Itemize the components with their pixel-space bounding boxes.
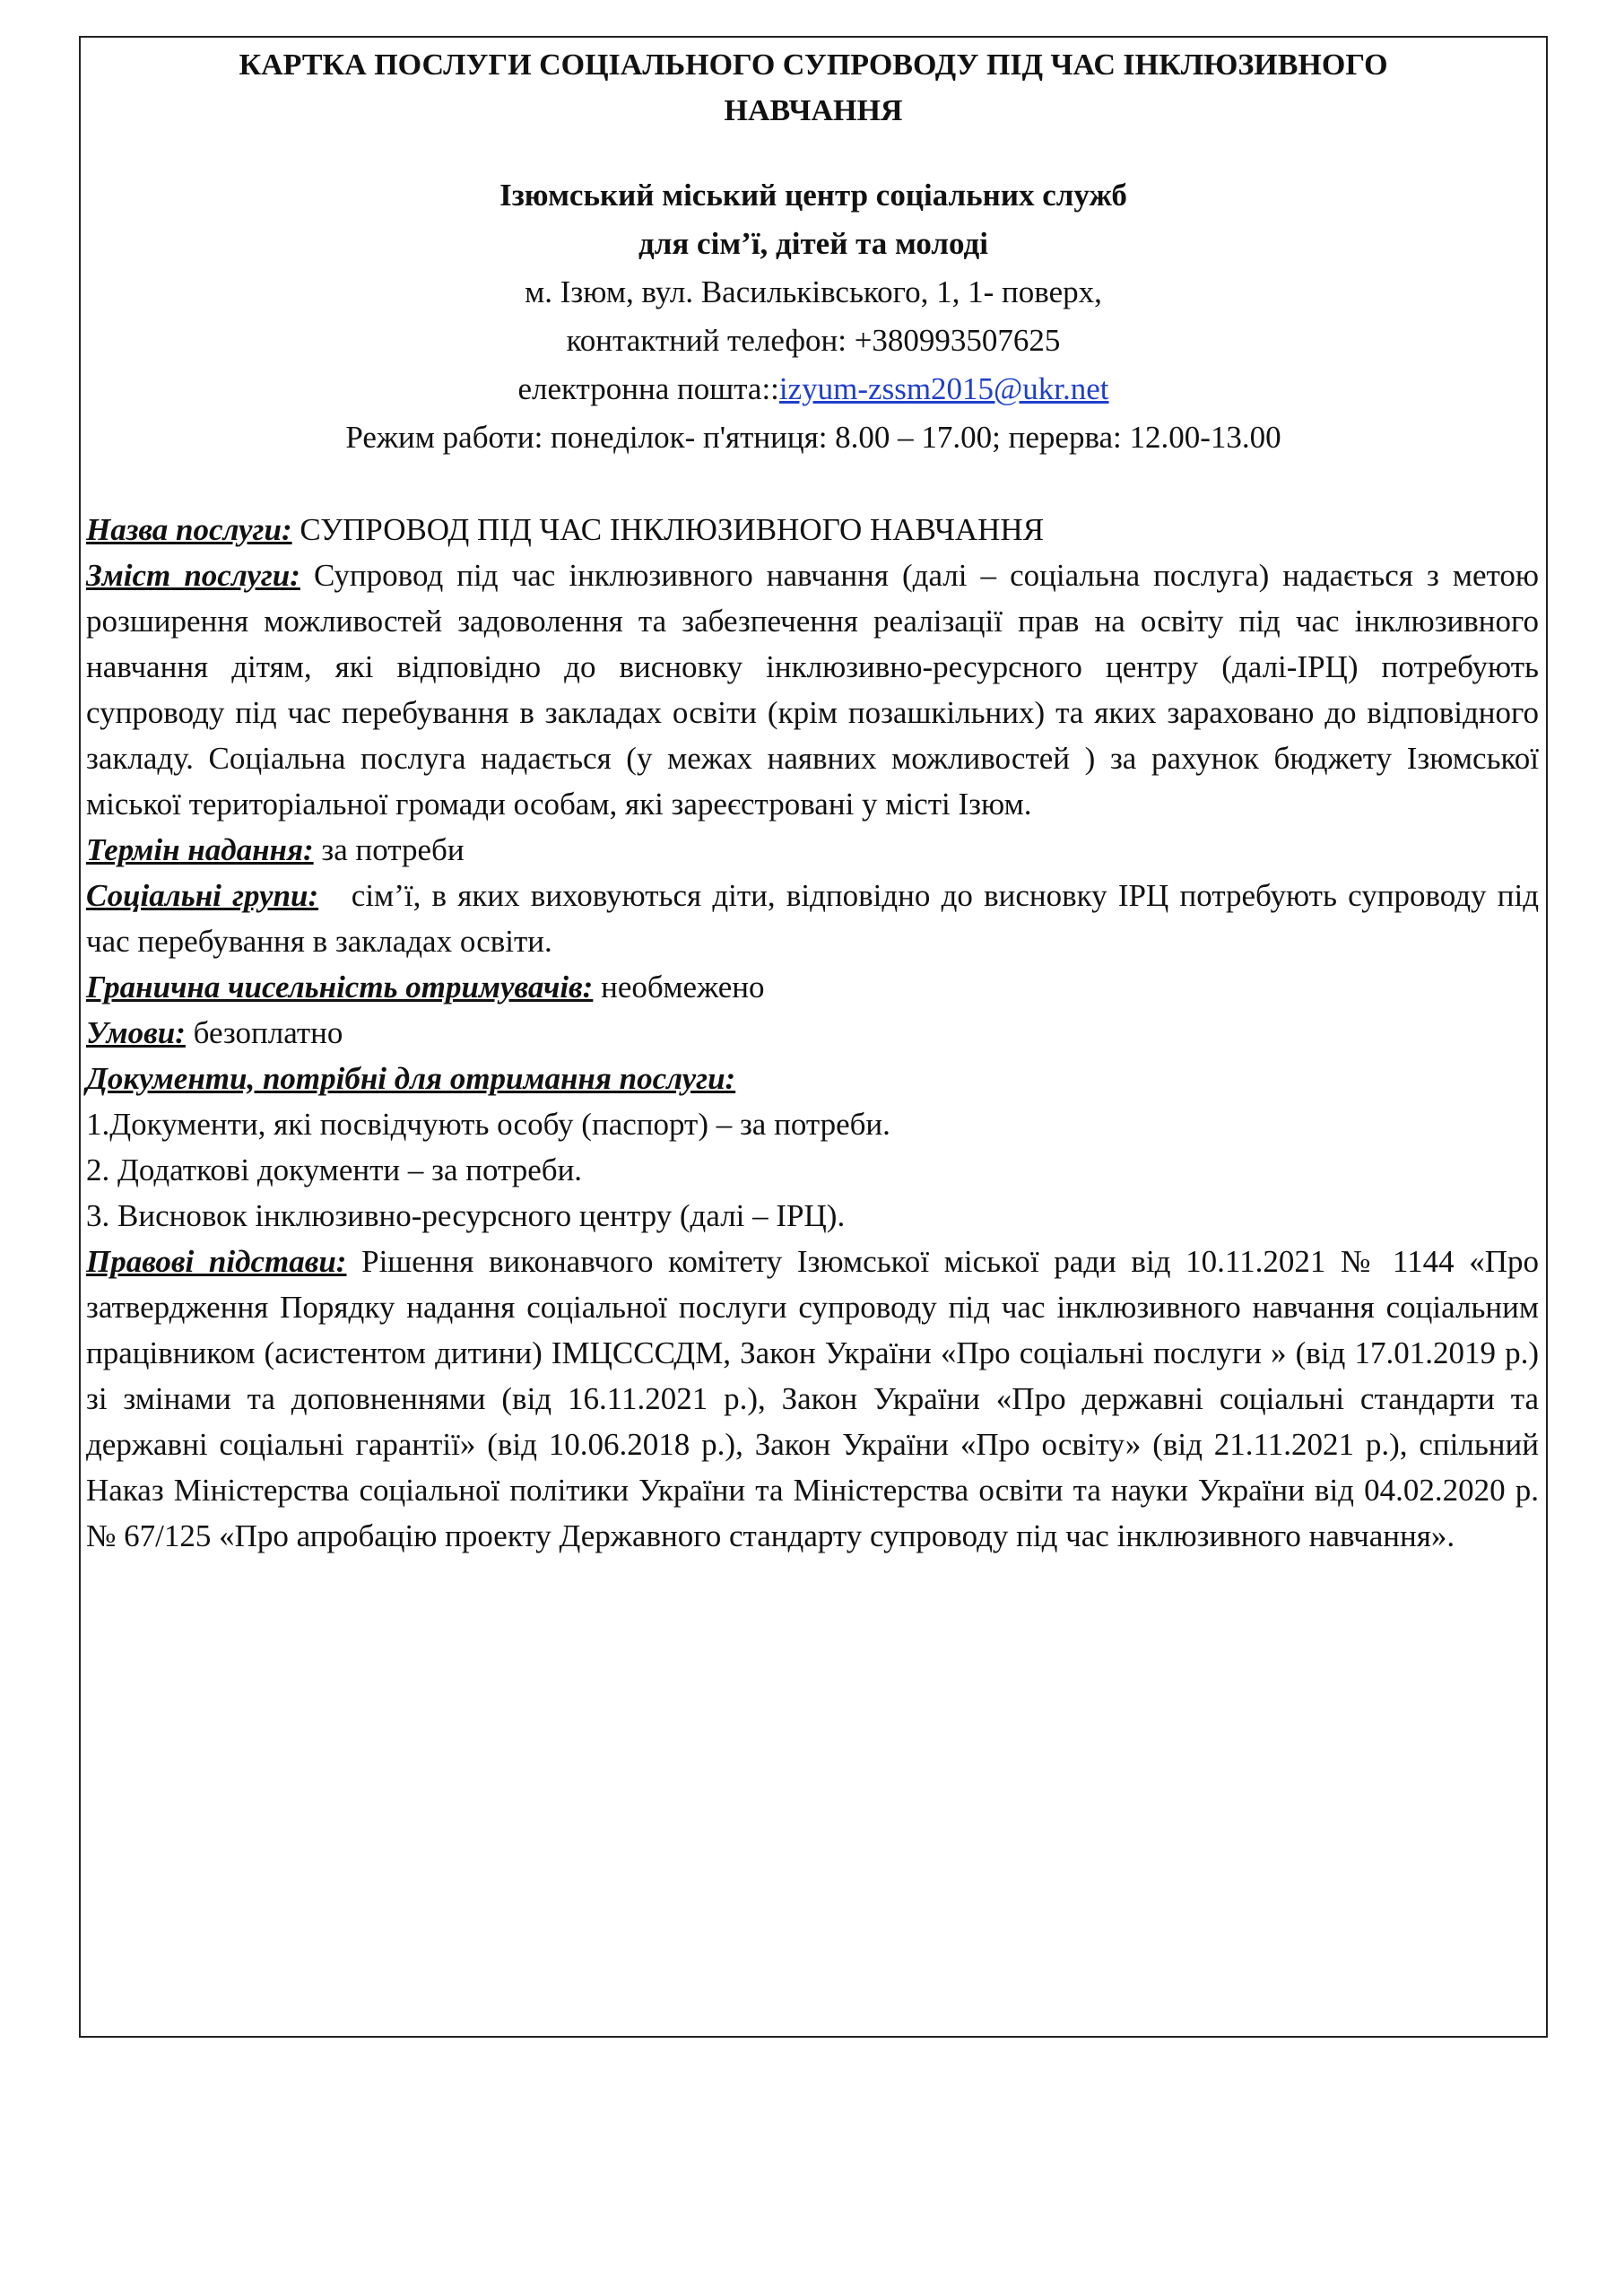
- section-label: Соціальні групи:: [86, 878, 319, 913]
- list-item: 3. Висновок інклюзивно-ресурсного центру (далі – ІРЦ).: [86, 1198, 846, 1233]
- section-service-name: [86, 507, 1539, 552]
- address: м. Ізюм, вул. Васильківського, 1, 1- поверх,: [525, 274, 1102, 309]
- section-text: СУПРОВОД ПІД ЧАС ІНКЛЮЗИВНОГО НАВЧАННЯ: [291, 512, 1045, 547]
- working-hours: Режим работи: понеділок- п'ятниця: 8.00 – 17.00; перерва: 12.00-13.00: [345, 420, 1281, 455]
- service-card: [79, 36, 1548, 2038]
- email-label: електронна пошта::: [517, 371, 779, 406]
- card-content: [81, 507, 1546, 1559]
- section-label: Правові підстави:: [86, 1244, 347, 1279]
- section-service-content: [86, 552, 1539, 827]
- organization-name-line2: для сім’ї, дітей та молоді: [638, 226, 988, 261]
- section-text: Супровод під час інклюзивного навчання (далі – соціальна послуга) надається з метою розширення можливостей задоволення та забезпечення реалізації прав на освіту під час інклюзивного навчання дітям, які відповідно до висновку інклюзивно-ресурсного центру (далі-ІРЦ) потребують супроводу під час перебування в закладах освіти (крім позашкільних) та яких зараховано до відповідного закладу. Соціальна послуга надається (у межах наявних можливостей ) за рахунок бюджету Ізюмської міської територіальної громади особам, які зареєстровані у місті Ізюм.: [86, 558, 1539, 822]
- section-legal-basis: [86, 1239, 1539, 1559]
- documents-heading: [86, 1056, 1539, 1101]
- documents-list: [86, 1101, 1539, 1239]
- card-header: [81, 42, 1546, 462]
- section-text: за потреби: [313, 832, 465, 867]
- section-recipients-limit: [86, 964, 1539, 1010]
- section-text: необмежено: [593, 970, 765, 1004]
- page-title: КАРТКА ПОСЛУГИ СОЦІАЛЬНОГО СУПРОВОДУ ПІД ЧАС ІНКЛЮЗИВНОГО НАВЧАННЯ: [239, 48, 1388, 127]
- section-label: Назва послуги:: [86, 512, 292, 547]
- phone: контактний телефон: +380993507625: [566, 323, 1061, 358]
- section-text: безоплатно: [185, 1015, 343, 1050]
- email-link[interactable]: izyum-zssm2015@ukr.net: [778, 371, 1109, 406]
- section-term: [86, 827, 1539, 873]
- section-conditions: [86, 1010, 1539, 1056]
- organization-name: [81, 171, 1546, 268]
- section-text: сім’ї, в яких виховуються діти, відповідно до висновку ІРЦ потребують супроводу під час перебування в закладах освіти.: [86, 878, 1547, 959]
- section-label: Термін надання:: [86, 832, 314, 867]
- email-row: [81, 365, 1546, 413]
- list-item: 1.Документи, які посвідчують особу (паспорт) – за потреби.: [86, 1107, 890, 1142]
- section-text: Рішення виконавчого комітету Ізюмської міської ради від 10.11.2021 № 1144 «Про затвердження Порядку надання соціальної послуги супроводу під час інклюзивного навчання соціальним працівником (асистентом дитини) ІМЦСССДМ, Закон України «Про соціальні послуги » (від 17.01.2019 р.) зі змінами та доповненнями (від 16.11.2021 р.), Закон України «Про державні соціальні стандарти та державні соціальні гарантії» (від 10.06.2018 р.), Закон України «Про освіту» (від 21.11.2021 р.), спільний Наказ Міністерства соціальної політики України та Міністерства освіти та науки України від 04.02.2020 р. № 67/125 «Про апробацію проекту Державного стандарту супроводу під час інклюзивного навчання».: [86, 1244, 1539, 1553]
- section-label: Зміст послуги:: [86, 558, 300, 593]
- organization-name-line1: Ізюмський міський центр соціальних служб: [499, 178, 1127, 213]
- list-item: 2. Додаткові документи – за потреби.: [86, 1152, 583, 1187]
- section-social-groups: [86, 873, 1547, 964]
- section-label: Умови:: [86, 1015, 186, 1050]
- section-label: Гранична чисельність отримувачів:: [86, 970, 594, 1004]
- section-label: Документи, потрібні для отримання послуги:: [86, 1061, 736, 1096]
